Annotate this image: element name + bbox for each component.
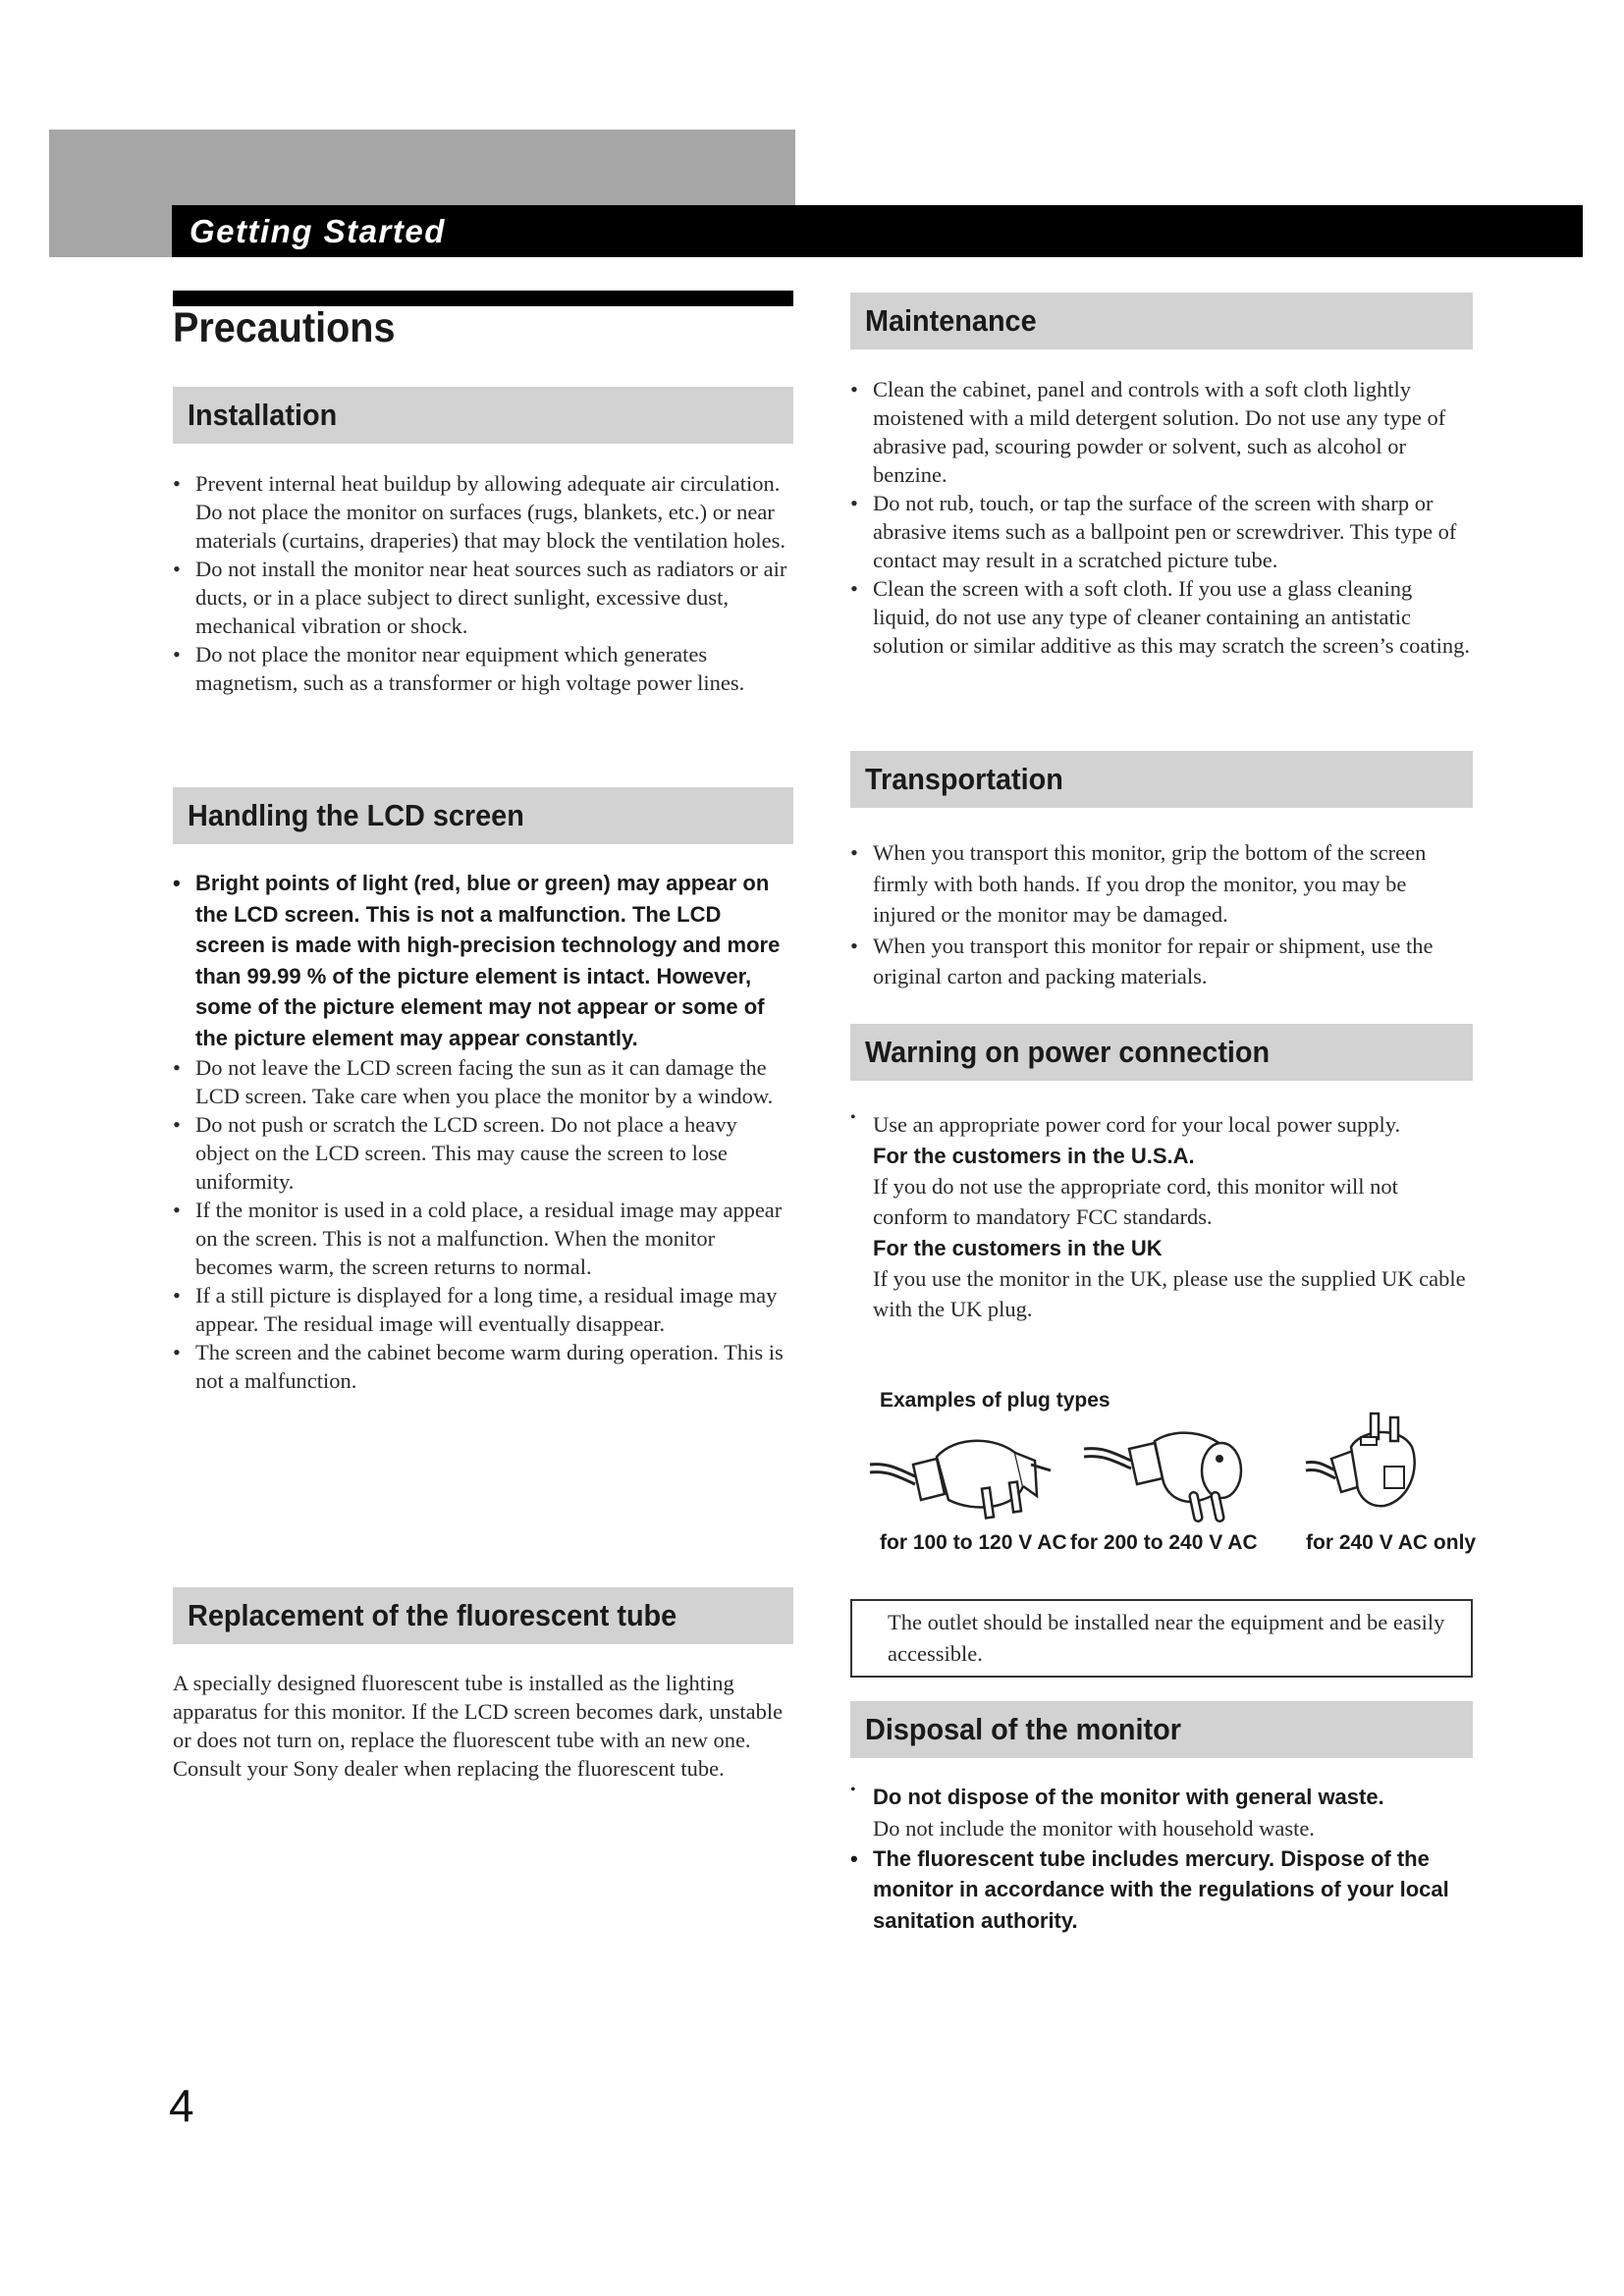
section-header-bar xyxy=(172,205,1583,257)
section-title: Getting Started xyxy=(189,213,446,249)
power-list xyxy=(850,1109,1473,1325)
page-number: 4 xyxy=(169,2080,194,2131)
examples-heading: Examples of plug types xyxy=(880,1389,1110,1412)
disposal-bullet1-text: Do not include the monitor with household waste. xyxy=(873,1815,1315,1841)
list-item: • Clean the screen with a soft cloth. If you use a glass cleaning liquid, do not use any type of cleaner containing an antistatic solution or similar additive as this may scratch the screen’s coating. xyxy=(850,574,1473,660)
maintenance-list xyxy=(850,375,1473,660)
list-item: • Prevent internal heat buildup by allowing adequate air circulation. Do not place the monitor on surfaces (rugs, blankets, etc.) or near materials (curtains, draperies) that may block the ventilation holes. xyxy=(173,469,793,555)
maintenance-heading: Maintenance xyxy=(850,293,1473,349)
plug-caption-us: for 100 to 120 V AC xyxy=(880,1531,1067,1554)
list-item: • Do not install the monitor near heat sources such as radiators or air ducts, or in a place subject to direct sunlight, excessive dust, mechanical vibration or shock. xyxy=(173,555,793,640)
uk-text: If you use the monitor in the UK, please use the supplied UK cable with the UK plug. xyxy=(873,1265,1466,1321)
disposal-list xyxy=(850,1782,1473,1936)
list-item: • When you transport this monitor for repair or shipment, use the original carton and packing materials. xyxy=(850,931,1473,992)
plug-caption-eu: for 200 to 240 V AC xyxy=(1070,1531,1258,1554)
list-item xyxy=(850,1109,1473,1325)
plug-us-icon xyxy=(868,1425,1064,1523)
plug-uk-icon xyxy=(1302,1408,1430,1525)
list-item: • Clean the cabinet, panel and controls with a soft cloth lightly moistened with a mild detergent solution. Do not use any type of abrasive pad, scouring powder or solvent, such as alcohol or benzine. xyxy=(850,375,1473,489)
list-item: • If a still picture is displayed for a long time, a residual image may appear. The residual image will eventually disappear. xyxy=(173,1281,793,1338)
page-title: Precautions xyxy=(173,304,396,351)
list-item: • When you transport this monitor, grip the bottom of the screen firmly with both hands. If you drop the monitor, you may be injured or the monitor may be damaged. xyxy=(850,837,1473,931)
disposal-bullet1-bold: • Do not dispose of the monitor with general waste. xyxy=(873,1785,1384,1809)
list-item: • Do not rub, touch, or tap the surface of the screen with sharp or abrasive items such as a ballpoint pen or screwdriver. This type of contact may result in a scratched picture tube. xyxy=(850,489,1473,574)
replacement-heading: Replacement of the fluorescent tube xyxy=(173,1587,793,1644)
replacement-text: A specially designed fluorescent tube is installed as the lighting apparatus for this monitor. If the LCD screen becomes dark, unstable or does not turn on, replace the fluorescent tube with an new one. Consult your Sony dealer when replacing the fluorescent tube. xyxy=(173,1671,784,1781)
plug-eu-icon xyxy=(1084,1419,1280,1527)
list-item: • Do not place the monitor near equipment which generates magnetism, such as a transformer or high voltage power lines. xyxy=(173,640,793,697)
list-item xyxy=(850,1782,1473,1843)
installation-list xyxy=(173,469,793,697)
list-item-bold: • The fluorescent tube includes mercury. Dispose of the monitor in accordance with the regulations of your local sanitation authority. xyxy=(850,1843,1473,1937)
installation-heading: Installation xyxy=(173,387,793,444)
usa-heading: For the customers in the U.S.A. xyxy=(873,1143,1195,1168)
transportation-list xyxy=(850,837,1473,992)
list-item: • Do not push or scratch the LCD screen. Do not place a heavy object on the LCD screen. This may cause the screen to lose uniformity. xyxy=(173,1110,793,1196)
power-heading: Warning on power connection xyxy=(850,1024,1473,1081)
outlet-note-box xyxy=(850,1599,1473,1678)
plug-caption-uk: for 240 V AC only xyxy=(1306,1531,1477,1554)
outlet-note: The outlet should be installed near the equipment and be easily accessible. xyxy=(888,1610,1445,1666)
transportation-heading: Transportation xyxy=(850,751,1473,808)
list-item: • The screen and the cabinet become warm during operation. This is not a malfunction. xyxy=(173,1338,793,1395)
uk-heading: For the customers in the UK xyxy=(873,1235,1163,1260)
handling-list xyxy=(173,868,793,1395)
handling-heading: Handling the LCD screen xyxy=(173,787,793,844)
power-bullet-text: • Use an appropriate power cord for your local power supply. xyxy=(873,1112,1401,1137)
disposal-heading: Disposal of the monitor xyxy=(850,1701,1473,1758)
usa-text: If you do not use the appropriate cord, this monitor will not conform to mandatory FCC standards. xyxy=(873,1173,1398,1229)
list-item: • Do not leave the LCD screen facing the sun as it can damage the LCD screen. Take care when you place the monitor by a window. xyxy=(173,1053,793,1110)
list-item-bold: • Bright points of light (red, blue or green) may appear on the LCD screen. This is not a malfunction. The LCD screen is made with high-precision technology and more than 99.99 % of the picture element is intact. However, some of the picture element may not appear or some of the picture element may appear constantly. xyxy=(173,868,793,1053)
list-item: • If the monitor is used in a cold place, a residual image may appear on the screen. This is not a malfunction. When the monitor becomes warm, the screen returns to normal. xyxy=(173,1196,793,1281)
